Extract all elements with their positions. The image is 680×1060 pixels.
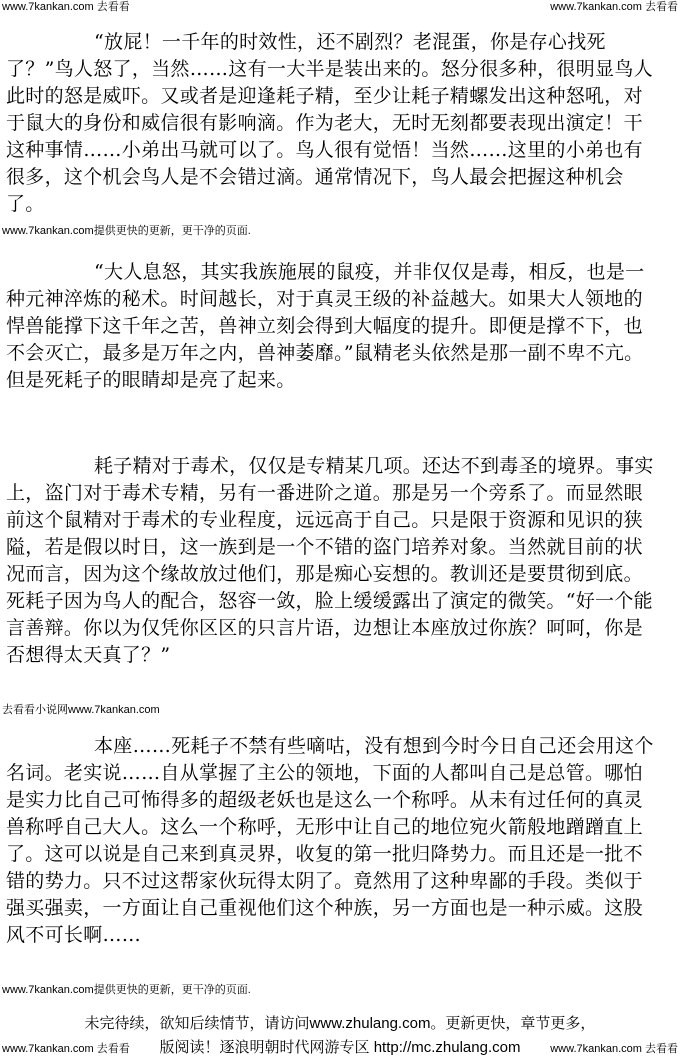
footer-notice-line-1: 未完待续，欲知后续情节，请访问www.zhulang.com。更新更快，章节更多，	[84, 1015, 596, 1032]
header-site-left[interactable]: www.7kankan.com 去看看	[2, 1, 130, 13]
paragraph-2: “大人息怒，其实我族施展的鼠疫，并非仅仅是毒，相反，也是一种元神淬炼的秘术。时间越长，对于真灵王级的补益越大。如果大人领地的悍兽能撑下这千年之苦，兽神立刻会得到大幅度的提升。即便是撑不下，也不会灭亡，最多是万年之内，兽神萎靡。”鼠精老头依然是那一副不卑不亢。但是死耗子的眼睛却是亮了起来。	[6, 261, 645, 391]
paragraph-1: “放屁！一千年的时效性，还不剧烈？老混蛋，你是存心找死了？”鸟人怒了，当然……这有一大半是装出来的。怒分很多种，很明显鸟人此时的怒是威吓。又或者是迎逢耗子精，至少让耗子精螺发出这种怒吼，对于鼠大的身份和威信很有影响滴。作为老大，无时无刻都要表现出演定！干这种事情……小弟出马就可以了。鸟人很有觉悟！当然……这里的小弟也有很多，这个机会鸟人是不会错过滴。通常情况下，鸟人最会把握这种机会了。	[6, 31, 653, 215]
header-site-right[interactable]: www.7kankan.com 去看看	[550, 1, 678, 13]
promo-line-2[interactable]: 去看看小说网www.7kankan.com	[2, 704, 160, 716]
paragraph-4: 本座……死耗子不禁有些嘀咕，没有想到今时今日自己还会用这个名词。老实说……自从掌握了主公的领地，下面的人都叫自己是总管。哪怕是实力比自己可怖得多的超级老妖也是这么一个称呼。从未有过任何的真灵兽称呼自己大人。这么一个称呼，无形中让自己的地位宛火箭般地蹭蹭直上了。这可以说是自己来到真灵界，收复的第一批归降势力。而且还是一批不错的势力。只不过这帮家伙玩得太阴了。竟然用了这种卑鄙的手段。类似于强买强卖，一方面让自己重视他们这个种族，另一方面也是一种示威。这股风不可长啊……	[6, 735, 654, 946]
promo-line-3[interactable]: www.7kankan.com提供更快的更新，更干净的页面.	[2, 984, 251, 996]
promo-line-1[interactable]: www.7kankan.com提供更快的更新，更干净的页面.	[2, 225, 251, 237]
bottom-site-left[interactable]: www.7kankan.com 去看看	[2, 1043, 130, 1055]
paragraph-3: 耗子精对于毒术，仅仅是专精某几项。还达不到毒圣的境界。事实上，盗门对于毒术专精，另有一番进阶之道。那是另一个旁系了。而显然眼前这个鼠精对于毒术的专业程度，远远高于自己。只是限于资源和见识的狭隘，若是假以时日，这一族到是一个不错的盗门培养对象。当然就目前的状况而言，因为这个缘故放过他们，那是痴心妄想的。教训还是要贯彻到底。死耗子因为鸟人的配合，怒容一敛，脸上缓缓露出了演定的微笑。“好一个能言善辩。你以为仅凭你区区的只言片语，边想让本座放过你族？呵呵，你是否想得太天真了？”	[6, 455, 654, 666]
bottom-site-right[interactable]: www.7kankan.com 去看看	[550, 1043, 678, 1055]
footer-notice-line-2[interactable]: 版阅读！逐浪明朝时代网游专区 http://mc.zhulang.com	[159, 1039, 521, 1056]
